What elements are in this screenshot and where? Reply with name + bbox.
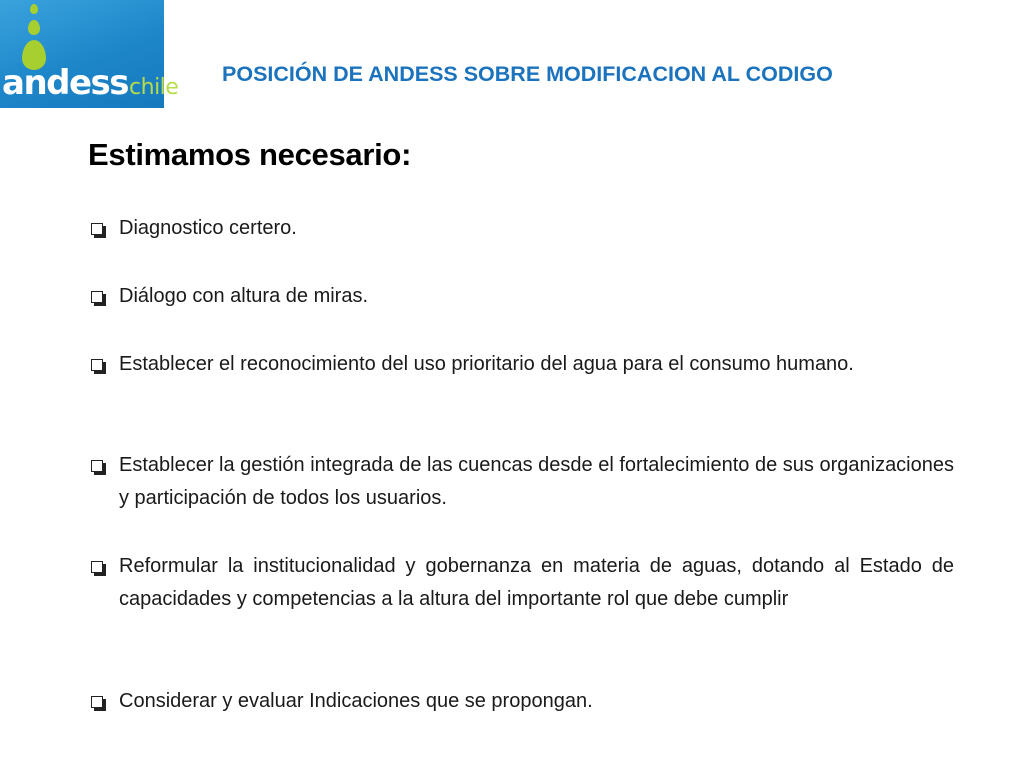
section-heading: Estimamos necesario: xyxy=(88,137,412,172)
bullet-text: Considerar y evaluar Indicaciones que se propongan. xyxy=(119,690,593,712)
slide-title: POSICIÓN DE ANDESS SOBRE MODIFICACION AL CODIGO xyxy=(222,62,833,86)
logo-sub-text: chile xyxy=(129,75,179,100)
bullet-text: Diálogo con altura de miras. xyxy=(119,285,369,307)
list-item xyxy=(88,557,954,616)
small-drop-icon xyxy=(30,4,38,14)
list-item xyxy=(88,355,954,381)
list-item xyxy=(88,692,954,718)
list-item xyxy=(88,287,954,313)
checkbox-square-icon xyxy=(91,223,103,235)
checkbox-square-icon xyxy=(91,359,103,371)
logo-main-text: andess xyxy=(2,63,129,103)
list-item xyxy=(88,456,954,515)
bullet-text: Diagnostico certero. xyxy=(119,217,297,239)
checkbox-square-icon xyxy=(91,696,103,708)
checkbox-square-icon xyxy=(91,561,103,573)
medium-drop-icon xyxy=(28,20,40,35)
list-item xyxy=(88,219,954,245)
bullet-text: Reformular la institucionalidad y gobernanza en materia de aguas, dotando al Estado de capacidades y competencias a la altura del importante rol que debe cumplir xyxy=(119,555,954,610)
checkbox-square-icon xyxy=(91,291,103,303)
logo-wordmark xyxy=(2,63,179,103)
bullet-text: Establecer la gestión integrada de las cuencas desde el fortalecimiento de sus organizaciones y participación de todos los usuarios. xyxy=(119,454,954,509)
checkbox-square-icon xyxy=(91,460,103,472)
andess-chile-logo xyxy=(0,0,179,108)
bullet-text: Establecer el reconocimiento del uso prioritario del agua para el consumo humano. xyxy=(119,353,854,375)
